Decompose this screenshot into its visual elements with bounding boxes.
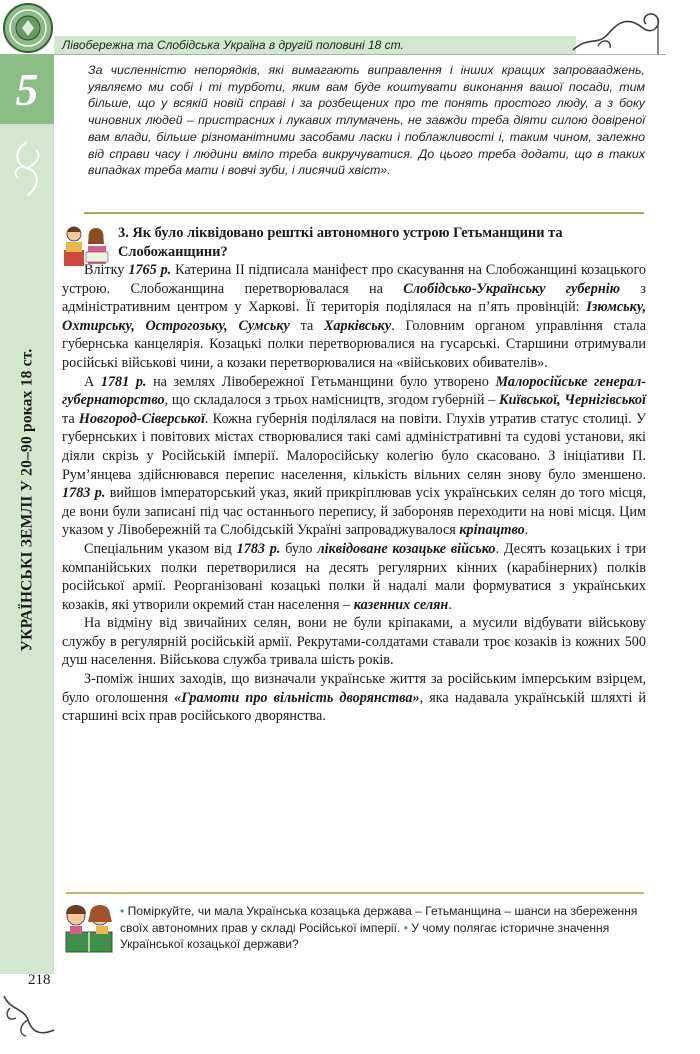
ornament-corner-icon xyxy=(0,990,60,1040)
running-title: Лівобережна та Слобідська Україна в другій половині 18 ст. xyxy=(62,38,404,52)
bullet-icon: • xyxy=(403,920,408,935)
task-divider xyxy=(66,892,644,894)
vertical-section-title xyxy=(4,300,50,700)
chapter-number-box xyxy=(0,54,54,124)
ornament-scroll-icon xyxy=(4,140,50,200)
body-paragraph-5: З-поміж інших заходів, що визначали українське життя за російським імперським взірцем, було оголошення «Грамоти про вільність дворянства», яка надавала українській шляхті й старшині всіх прав російського дворянства. xyxy=(62,671,646,725)
vertical-section-title-text: УКРАЇНСЬКІ ЗЕМЛІ У 20–90 роках 18 ст. xyxy=(18,348,35,652)
header-divider xyxy=(54,54,666,55)
historical-quote: За численністю непорядків, які вимагають виправлення і інших кращих запровааджень, уявляємо ми собі і ті турботи, яким вам буде коштувати виконання вашої посади, тим більше, що у всякій новій справі і за розбещених про те понять простого люду, а з боку чиновних людей – пристрасних і лукавих тлумачень, не завжди треба діяти силою довіреної вам влади, більше різноманітними засобами ласки і поблажливості і, таким чином, залежно від справи часу і людини вміло треба викручуватися. До цього треба додати, що в таких випадках треба мати і вовчі зуби, і лисячий хвіст». xyxy=(88,63,645,178)
ornament-flourish-icon xyxy=(568,6,668,54)
thinking-students-icon xyxy=(60,900,118,956)
body-paragraph-3: Спеціальним указом від 1783 р. було ліквідоване козацьке військо. Десять козацьких і три компанійських полки перетворилися на десять регулярних кінних (карабінерних) полків російської армії. Реорганізовані козацькі полки й надалі мали формуватися з українських козаків, які утворили окремий стан населення – казенних селян. xyxy=(62,540,647,613)
body-paragraph-2: А 1781 р. на землях Лівобережної Гетьманщини було утворено Малоросійське генерал-губернаторство, що складалося з трьох намісництв, згодом губерній – Київської, Чернігівської та Новгород-Сіверської. Кожна губернія поділялася на повіти. Глухів утратив статус столиці. У губернських і повітових містах створювалися такі самі адміністративні та судові установи, які діяли скрізь у Російській імперії. Малоросійську колегію було скасовано. З ініціативи П. Рум’янцева здійснювався перепис населення, кількість вільних селян знову було зменшено. 1783 р. вийшов імператорський указ, який прикріплював усіх українських селян до того місця, де вони були записані під час останнього перепису, й забороняв переходити на нові місця. Цим указом у Лівобережній та Слобідській Україні запроваджувалося кріпацтво. xyxy=(62,373,647,539)
main-body-text xyxy=(62,261,646,726)
discussion-task: • Поміркуйте, чи мала Українська козацька держава – Гетьманщина – шанси на збереження своїх автономних прав у складі Російської імперії. • У чому полягає історичне значення Української козацької держави? xyxy=(120,904,638,951)
body-paragraph-4: На відміну від звичайних селян, вони не були кріпаками, а мусили відбувати військову службу в регулярній російській армії. Рекрутами-солдатами ставали троє козаків із кожних 500 душ населення. Військова служба тривала шість років. xyxy=(62,615,646,669)
seal-emblem-icon xyxy=(2,2,54,54)
bullet-icon: • xyxy=(120,904,125,918)
section-question-heading: 3. Як було ліквідовано решткі автономного устрою Гетьманщини та Слобожанщини? xyxy=(118,225,563,260)
page-number: 218 xyxy=(28,972,51,988)
quote-divider xyxy=(84,212,644,214)
body-paragraph-1: Влітку 1765 р. Катерина II підписала маніфест про скасування на Слобожанщині козацького устрою. Слобожанщина перетворювалася на Слобідсько-Українську губернію з адміністративним центром у Харкові. Її територія поділялася на п’ять провінцій: Ізюмську, Охтирську, Острогозьку, Сумську та Харківську. Головним органом управління стала губернська канцелярія. Козацькі полки перетворювалися на гусарські. Старшини отримували російські військові чини, а козаки перетворювалися на «військових обивателів». xyxy=(62,262,647,371)
chapter-number: 5 xyxy=(15,63,39,115)
